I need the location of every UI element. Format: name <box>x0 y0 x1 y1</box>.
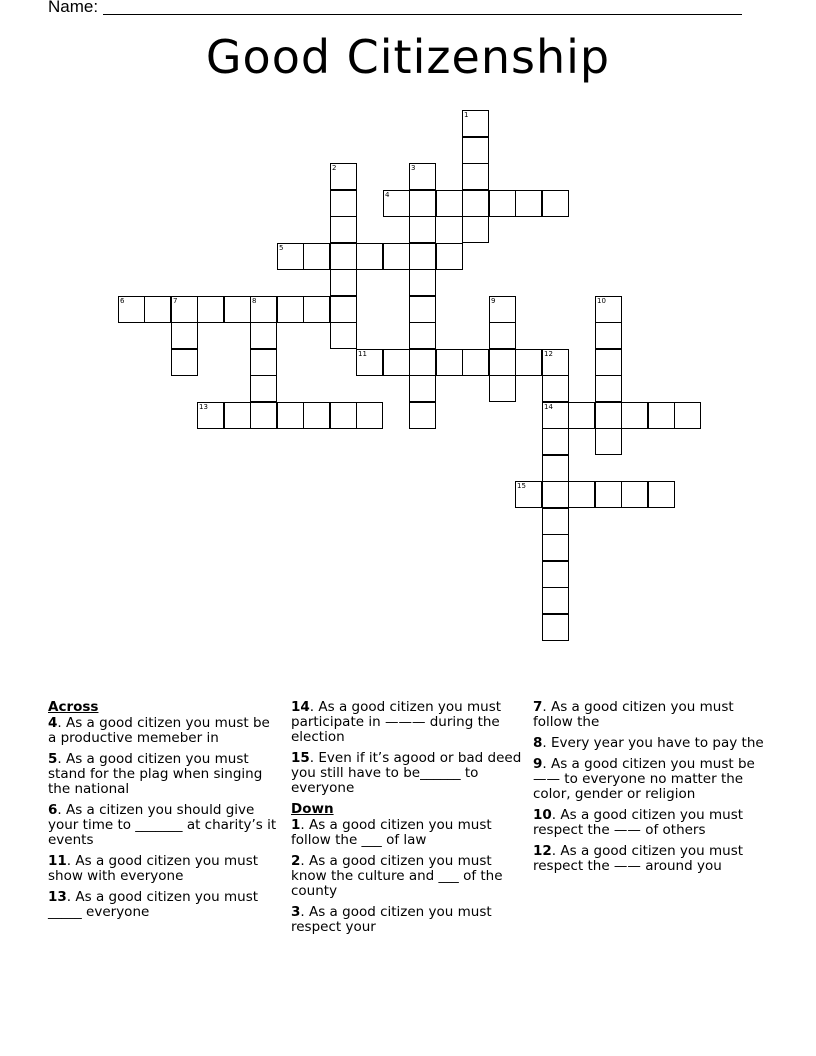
cell-number: 12 <box>544 350 553 358</box>
crossword-cell[interactable] <box>542 402 569 429</box>
crossword-cell[interactable] <box>409 243 436 270</box>
crossword-cell[interactable] <box>648 402 675 429</box>
crossword-cell[interactable] <box>330 216 357 243</box>
clue-text: As a good citizen you must follow the ___ of law <box>291 817 492 848</box>
crossword-cell[interactable] <box>409 269 436 296</box>
cell-number: 2 <box>332 164 337 172</box>
cell-number: 7 <box>173 297 178 305</box>
crossword-cell[interactable] <box>118 296 145 323</box>
clue-number: 6 <box>48 802 58 818</box>
crossword-cell[interactable] <box>409 349 436 376</box>
clue-text: As a good citizen you must stand for the plag when singing the national <box>48 751 263 797</box>
clue-number: 7 <box>533 699 543 715</box>
cell-number: 11 <box>358 350 367 358</box>
cell-number: 3 <box>411 164 416 172</box>
clue-across-15: 15. Even if it’s agood or bad deed you still have to be______ to everyone <box>291 750 522 796</box>
crossword-cell[interactable] <box>542 375 569 402</box>
clue-number: 8 <box>533 735 543 751</box>
crossword-cell[interactable] <box>542 428 569 455</box>
crossword-cell[interactable] <box>568 402 595 429</box>
crossword-cell[interactable] <box>462 349 489 376</box>
crossword-cell[interactable] <box>356 402 383 429</box>
crossword-cell[interactable] <box>330 322 357 349</box>
clue-number: 10 <box>533 807 552 823</box>
crossword-cell[interactable] <box>383 243 410 270</box>
clue-text: As a good citizen you must _____ everyone <box>48 889 259 920</box>
crossword-cell[interactable] <box>621 402 648 429</box>
crossword-cell[interactable] <box>250 402 277 429</box>
cell-number: 13 <box>199 403 208 411</box>
crossword-cell[interactable] <box>330 296 357 323</box>
crossword-cell[interactable] <box>595 349 622 376</box>
clue-number: 5 <box>48 751 58 767</box>
crossword-cell[interactable] <box>409 402 436 429</box>
clue-number: 15 <box>291 750 310 766</box>
crossword-cell[interactable] <box>595 375 622 402</box>
page-title: Good Citizenship <box>205 30 611 84</box>
clue-text: As a good citizen you must be —— to everyone no matter the color, gender or religion <box>533 756 755 802</box>
crossword-cell[interactable] <box>515 190 542 217</box>
clue-text: As a good citizen you must show with everyone <box>48 853 259 884</box>
clue-number: 2 <box>291 853 301 869</box>
clue-across-4: 4. As a good citizen you must be a productive memeber in <box>48 715 270 746</box>
clue-across-5: 5. As a good citizen you must stand for the plag when singing the national <box>48 751 263 797</box>
clue-number: 1 <box>291 817 301 833</box>
crossword-cell[interactable] <box>224 296 251 323</box>
crossword-cell[interactable] <box>595 322 622 349</box>
cell-number: 5 <box>279 244 284 252</box>
crossword-cell[interactable] <box>595 481 622 508</box>
crossword-cell[interactable] <box>409 375 436 402</box>
crossword-cell[interactable] <box>489 322 516 349</box>
crossword-cell[interactable] <box>303 402 330 429</box>
crossword-cell[interactable] <box>330 190 357 217</box>
crossword-cell[interactable] <box>542 561 569 588</box>
clue-down-12: 12. As a good citizen you must respect the —— around you <box>533 843 744 874</box>
crossword-cell[interactable] <box>197 402 224 429</box>
crossword-cell[interactable] <box>542 587 569 614</box>
clue-down-3: 3. As a good citizen you must respect your <box>291 904 492 935</box>
clue-text: As a good citizen you must be a productive memeber in <box>48 715 270 746</box>
crossword-cell[interactable] <box>356 349 383 376</box>
clue-across-14: 14. As a good citizen you must participate in ——— during the election <box>291 699 502 745</box>
across-heading: Across <box>48 699 99 715</box>
cell-number: 9 <box>491 297 496 305</box>
cell-number: 8 <box>252 297 257 305</box>
crossword-cell[interactable] <box>515 481 542 508</box>
crossword-cell[interactable] <box>489 375 516 402</box>
clue-down-8: 8. Every year you have to pay the <box>533 735 764 751</box>
crossword-cell[interactable] <box>409 163 436 190</box>
clue-down-2: 2. As a good citizen you must know the culture and ___ of the county <box>291 853 503 899</box>
cell-number: 10 <box>597 297 606 305</box>
clue-text: As a good citizen you must follow the <box>533 699 734 730</box>
crossword-cell[interactable] <box>542 455 569 482</box>
cell-number: 6 <box>120 297 125 305</box>
crossword-cell[interactable] <box>409 190 436 217</box>
crossword-cell[interactable] <box>250 349 277 376</box>
clue-text: Even if it’s agood or bad deed you still have to be______ to everyone <box>291 750 522 796</box>
crossword-cell[interactable] <box>197 296 224 323</box>
crossword-cell[interactable] <box>171 349 198 376</box>
crossword-cell[interactable] <box>568 481 595 508</box>
crossword-cell[interactable] <box>144 296 171 323</box>
clue-text: As a good citizen you must know the culture and ___ of the county <box>291 853 503 899</box>
crossword-cell[interactable] <box>409 216 436 243</box>
cell-number: 14 <box>544 403 553 411</box>
clue-down-7: 7. As a good citizen you must follow the <box>533 699 734 730</box>
crossword-cell[interactable] <box>303 243 330 270</box>
clue-text: As a good citizen you must participate in ——— during the election <box>291 699 502 745</box>
crossword-cell[interactable] <box>250 375 277 402</box>
crossword-cell[interactable] <box>515 349 542 376</box>
crossword-cell[interactable] <box>595 296 622 323</box>
crossword-cell[interactable] <box>542 349 569 376</box>
crossword-cell[interactable] <box>277 296 304 323</box>
clues-column-2 <box>291 700 523 941</box>
crossword-cell[interactable] <box>462 137 489 164</box>
crossword-cell[interactable] <box>595 428 622 455</box>
crossword-cell[interactable] <box>356 243 383 270</box>
clue-number: 3 <box>291 904 301 920</box>
cell-number: 15 <box>517 482 526 490</box>
down-heading: Down <box>291 801 334 817</box>
clues-column-1 <box>48 700 280 926</box>
crossword-cell[interactable] <box>542 481 569 508</box>
crossword-cell[interactable] <box>462 190 489 217</box>
crossword-cell[interactable] <box>250 296 277 323</box>
crossword-cell[interactable] <box>648 481 675 508</box>
clue-across-13: 13. As a good citizen you must _____ everyone <box>48 889 259 920</box>
crossword-cell[interactable] <box>171 322 198 349</box>
clue-number: 12 <box>533 843 552 859</box>
crossword-cell[interactable] <box>330 163 357 190</box>
crossword-cell[interactable] <box>436 190 463 217</box>
crossword-cell[interactable] <box>489 349 516 376</box>
cell-number: 1 <box>464 111 469 119</box>
crossword-cell[interactable] <box>542 534 569 561</box>
clue-across-6: 6. As a citizen you should give your time to _______ at charity’s it events <box>48 802 277 848</box>
clue-text: As a good citizen you must respect your <box>291 904 492 935</box>
crossword-cell[interactable] <box>436 243 463 270</box>
crossword-cell[interactable] <box>171 296 198 323</box>
clue-text: As a citizen you should give your time to _______ at charity’s it events <box>48 802 277 848</box>
crossword-cell[interactable] <box>330 269 357 296</box>
crossword-cell[interactable] <box>330 243 357 270</box>
clues-column-3 <box>533 700 765 880</box>
crossword-cell[interactable] <box>383 190 410 217</box>
clue-number: 11 <box>48 853 67 869</box>
crossword-cell[interactable] <box>542 508 569 535</box>
clue-number: 13 <box>48 889 67 905</box>
clue-text: As a good citizen you must respect the —— around you <box>533 843 744 874</box>
crossword-cell[interactable] <box>409 322 436 349</box>
clue-down-9: 9. As a good citizen you must be —— to everyone no matter the color, gender or religion <box>533 756 755 802</box>
crossword-cell[interactable] <box>303 296 330 323</box>
cell-number: 4 <box>385 191 390 199</box>
crossword-cell[interactable] <box>489 190 516 217</box>
crossword-cell[interactable] <box>542 190 569 217</box>
clue-down-10: 10. As a good citizen you must respect the —— of others <box>533 807 744 838</box>
clue-text: Every year you have to pay the <box>551 735 764 751</box>
crossword-cell[interactable] <box>542 614 569 641</box>
crossword-cell[interactable] <box>462 163 489 190</box>
clue-number: 4 <box>48 715 58 731</box>
crossword-cell[interactable] <box>595 402 622 429</box>
clue-down-1: 1. As a good citizen you must follow the ___ of law <box>291 817 492 848</box>
crossword-cell[interactable] <box>277 243 304 270</box>
crossword-cell[interactable] <box>409 296 436 323</box>
clue-text: As a good citizen you must respect the —— of others <box>533 807 744 838</box>
crossword-cell[interactable] <box>330 402 357 429</box>
crossword-cell[interactable] <box>621 481 648 508</box>
crossword-cell[interactable] <box>462 216 489 243</box>
name-label: Name: <box>48 0 99 16</box>
crossword-cell[interactable] <box>383 349 410 376</box>
clue-number: 14 <box>291 699 310 715</box>
clue-number: 9 <box>533 756 543 772</box>
clue-across-11: 11. As a good citizen you must show with everyone <box>48 853 259 884</box>
crossword-cell[interactable] <box>674 402 701 429</box>
crossword-cell[interactable] <box>462 110 489 137</box>
crossword-cell[interactable] <box>277 402 304 429</box>
crossword-cell[interactable] <box>250 322 277 349</box>
crossword-cell[interactable] <box>436 349 463 376</box>
crossword-cell[interactable] <box>224 402 251 429</box>
crossword-cell[interactable] <box>489 296 516 323</box>
